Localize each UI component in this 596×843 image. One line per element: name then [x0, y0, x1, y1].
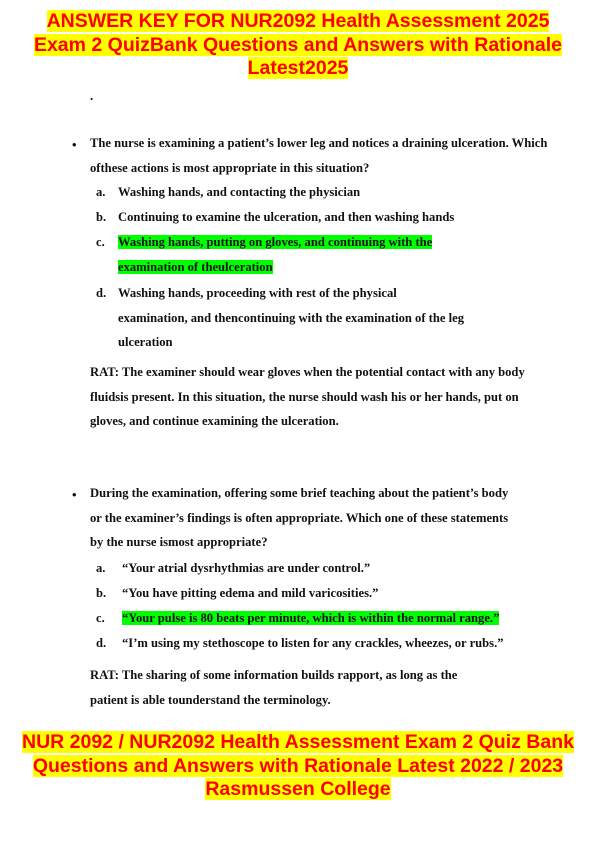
option-letter: b. [96, 586, 107, 600]
option-letter: d. [96, 636, 107, 650]
option-text: “Your atrial dysrhythmias are under control.” [122, 561, 371, 575]
option-text: Washing hands, and contacting the physician [118, 185, 361, 199]
footer-title [20, 731, 576, 802]
footer-title-text: NUR 2092 / NUR2092 Health Assessment Exam 2 Quiz Bank Questions and Answers with Rationale Latest 2022 / 2023 Rasmussen College [21, 731, 574, 800]
option-letter: a. [96, 185, 106, 199]
document-title-text: ANSWER KEY FOR NUR2092 Health Assessment 2025 Exam 2 QuizBank Questions and Answers with Rationale Latest2025 [33, 10, 563, 79]
stray-dot: . [90, 88, 94, 103]
question-bullet: • [72, 487, 77, 502]
option-text: Continuing to examine the ulceration, and then washing hands [118, 210, 455, 224]
option-text: “You have pitting edema and mild varicosities.” [122, 586, 379, 600]
question-1-text: The nurse is examining a patient’s lower leg and notices a draining ulceration. Which ofthese actions is most appropriate in this situation? [90, 136, 548, 175]
option-letter: b. [96, 210, 107, 224]
correct-answer-highlight: “Your pulse is 80 beats per minute, which is within the normal range.” [122, 611, 500, 625]
correct-answer-highlight: Washing hands, putting on gloves, and continuing with the examination of theulceration [118, 235, 433, 274]
document-title [20, 10, 576, 81]
option-letter: c. [96, 235, 105, 249]
question-2-text: During the examination, offering some brief teaching about the patient’s body or the examiner’s findings is often appropriate. Which one of these statements by the nurse ismost appropriate? [90, 486, 509, 549]
question-1-rationale: RAT: The examiner should wear gloves when the potential contact with any body fluidsis present. In this situation, the nurse should wash his or her hands, put on gloves, and continue examining the ulceration. [90, 365, 525, 428]
option-letter: d. [96, 286, 107, 300]
question-2-rationale: RAT: The sharing of some information builds rapport, as long as the patient is able tounderstand the terminology. [90, 668, 458, 707]
option-text: Washing hands, proceeding with rest of the physical examination, and thencontinuing with the examination of the leg ulceration [118, 286, 465, 349]
option-letter: a. [96, 561, 106, 575]
question-bullet: • [72, 137, 77, 152]
option-text: “I’m using my stethoscope to listen for any crackles, wheezes, or rubs.” [122, 636, 504, 650]
option-letter: c. [96, 611, 105, 625]
